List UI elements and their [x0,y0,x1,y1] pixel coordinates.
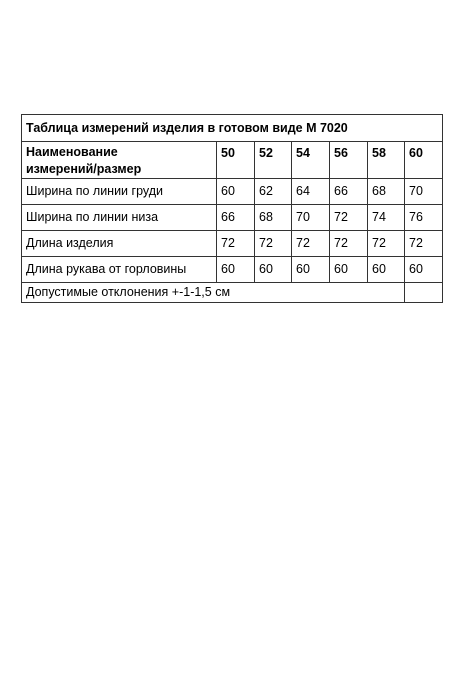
table-cell: 66 [217,205,255,231]
table-cell: 60 [217,179,255,205]
table-cell: 60 [405,257,443,283]
empty-cell [405,283,443,303]
table-cell: 72 [292,231,330,257]
size-header: 54 [292,142,330,179]
table-cell: 72 [330,205,368,231]
table-cell: 68 [255,205,292,231]
row-label: Ширина по линии низа [22,205,217,231]
size-header: 56 [330,142,368,179]
table-cell: 62 [255,179,292,205]
table-cell: 74 [368,205,405,231]
table-row [22,231,443,257]
tolerance-note: Допустимые отклонения +-1-1,5 см [22,283,405,303]
header-label-line2: измерений/размер [26,162,142,176]
table-cell: 60 [330,257,368,283]
table-cell: 60 [255,257,292,283]
table-cell: 72 [330,231,368,257]
table-cell: 72 [368,231,405,257]
table-header-row [22,142,443,179]
size-header: 58 [368,142,405,179]
row-label: Длина рукава от горловины [22,257,217,283]
table-cell: 70 [292,205,330,231]
row-label: Ширина по линии груди [22,179,217,205]
row-label: Длина изделия [22,231,217,257]
table-row [22,257,443,283]
table-row [22,179,443,205]
table-title-row [22,115,443,142]
table-cell: 60 [368,257,405,283]
size-header: 60 [405,142,443,179]
table-cell: 76 [405,205,443,231]
table-cell: 70 [405,179,443,205]
table-cell: 66 [330,179,368,205]
size-header: 52 [255,142,292,179]
measurement-sheet [21,114,442,303]
table-cell: 72 [405,231,443,257]
table-cell: 72 [255,231,292,257]
header-label-cell [22,142,217,179]
table-cell: 60 [292,257,330,283]
size-header: 50 [217,142,255,179]
table-cell: 68 [368,179,405,205]
table-cell: 64 [292,179,330,205]
table-cell: 60 [217,257,255,283]
header-label-line1: Наименование [26,145,118,160]
table-title: Таблица измерений изделия в готовом виде М 7020 [22,115,443,142]
table-cell: 72 [217,231,255,257]
table-note-row [22,283,443,303]
measurement-table [21,114,443,303]
table-row [22,205,443,231]
